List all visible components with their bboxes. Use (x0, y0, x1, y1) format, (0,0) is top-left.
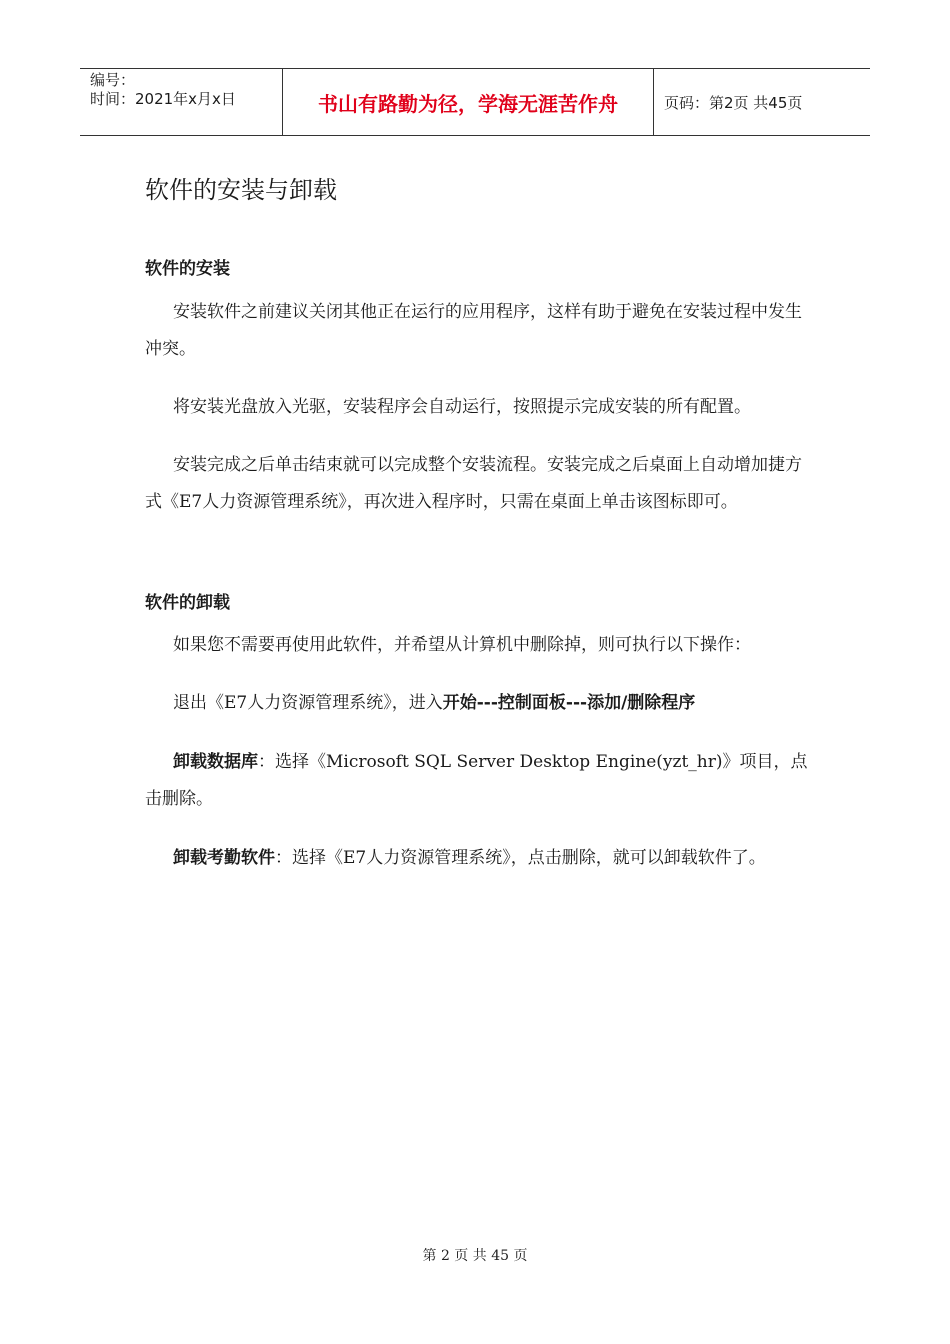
page-header (80, 68, 870, 136)
uninstall-database-label: 卸载数据库 (173, 752, 258, 772)
install-heading: 软件的安装 (145, 259, 230, 279)
uninstall-database-paragraph (145, 744, 815, 818)
install-paragraph-3: 安装完成之后单击结束就可以完成整个安装流程。安装完成之后桌面上自动增加捷方式《E7人力资源管理系统》，再次进入程序时，只需在桌面上单击该图标即可。 (145, 455, 802, 512)
header-meta (80, 69, 282, 135)
uninstall-paragraph-1: 如果您不需要再使用此软件，并希望从计算机中删除掉，则可执行以下操作： (173, 635, 751, 655)
uninstall-step-text: 退出《E7人力资源管理系统》，进入 (173, 693, 443, 713)
header-page-number: 页码：第2页 共45页 (664, 93, 803, 112)
document-number-label: 编号： (90, 71, 136, 89)
uninstall-menu-path: 开始---控制面板---添加/删除程序 (442, 693, 696, 713)
page-footer: 第 2 页 共 45 页 (422, 1248, 528, 1264)
uninstall-paragraph-2 (145, 685, 815, 722)
uninstall-attendance-paragraph (145, 840, 815, 877)
uninstall-heading: 软件的卸载 (145, 593, 230, 613)
uninstall-attendance-label: 卸载考勤软件 (173, 848, 275, 868)
page-title: 软件的安装与卸载 (145, 176, 337, 204)
install-paragraph-1: 安装软件之前建议关闭其他正在运行的应用程序，这样有助于避免在安装过程中发生冲突。 (145, 302, 802, 359)
install-paragraph-2: 将安装光盘放入光驱，安装程序会自动运行，按照提示完成安装的所有配置。 (173, 397, 751, 417)
uninstall-database-text: ：选择《Microsoft SQL Server Desktop Engine(yzt_hr)》项目，点击删除。 (145, 752, 808, 809)
uninstall-attendance-text: ：选择《E7人力资源管理系统》，点击删除，就可以卸载软件了。 (275, 848, 766, 868)
header-motto: 书山有路勤为径，学海无涯苦作舟 (282, 69, 654, 135)
document-time-label: 时间：2021年x月x日 (90, 90, 236, 108)
